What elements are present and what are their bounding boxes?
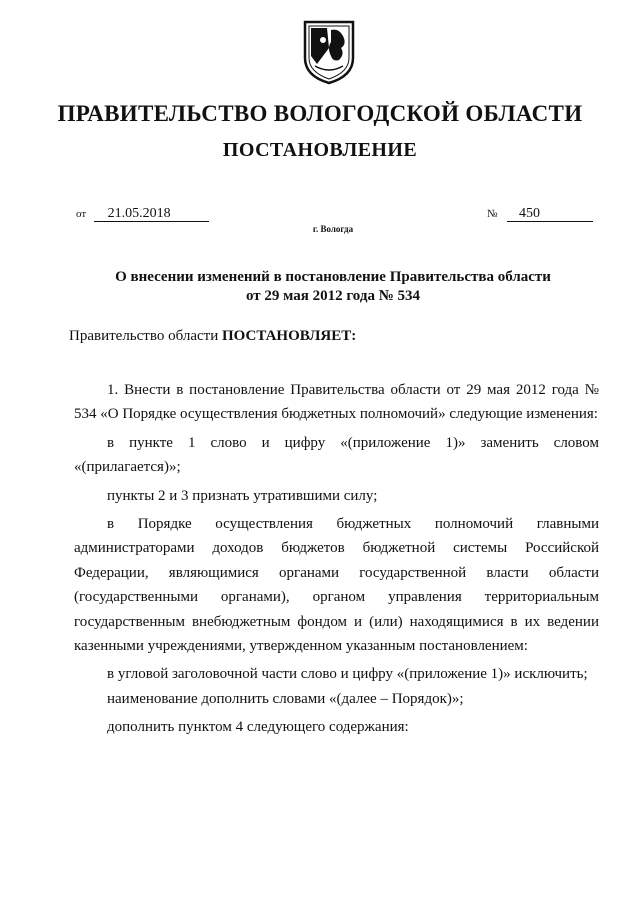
number-field <box>487 206 593 222</box>
subject-line-2: от 29 мая 2012 года № 534 <box>245 288 421 304</box>
city: г. Вологда <box>312 224 354 234</box>
number-prefix: № <box>487 208 498 220</box>
document-subject <box>0 268 640 306</box>
government-title: ПРАВИТЕЛЬСТВО ВОЛОГОДСКОЙ ОБЛАСТИ <box>57 101 583 126</box>
paragraph: пункты 2 и 3 признать утратившими силу; <box>107 487 378 504</box>
decree-verb: ПОСТАНОВЛЯЕТ: <box>221 328 357 344</box>
coat-of-arms-icon <box>299 18 359 86</box>
document-type: ПОСТАНОВЛЕНИЕ <box>222 139 418 161</box>
document-body <box>74 378 599 740</box>
document-number: 450 <box>507 207 593 222</box>
date-field <box>76 206 209 222</box>
paragraph: в Порядке осуществления бюджетных полномочий главными администраторами доходов бюджетов бюджетной системы Российской Федерации, являющимися органами государственной власти области (государственными органами), органом управления территориальным государственным внебюджетным фондом и (или) находящимися в их ведении казенными учреждениями, утвержденном указанным постановлением: <box>74 516 599 655</box>
paragraph: в угловой заголовочной части слово и цифру «(приложение 1)» исключить; <box>107 666 588 683</box>
paragraph: 1. Внести в постановление Правительства области от 29 мая 2012 года № 534 «О Порядке осуществления бюджетных полномочий» следующие изменения: <box>74 382 599 423</box>
decree-statement <box>69 328 356 345</box>
date-prefix: от <box>76 208 87 220</box>
document-date: 21.05.2018 <box>94 207 209 222</box>
paragraph: в пункте 1 слово и цифру «(приложение 1)» заменить словом «(прилагается)»; <box>74 434 599 476</box>
paragraph: наименование дополнить словами «(далее – Порядок)»; <box>107 690 464 707</box>
subject-line-1: О внесении изменений в постановление Правительства области <box>115 269 551 285</box>
paragraph: дополнить пунктом 4 следующего содержания: <box>107 719 409 736</box>
decree-prefix: Правительство области <box>69 328 219 344</box>
